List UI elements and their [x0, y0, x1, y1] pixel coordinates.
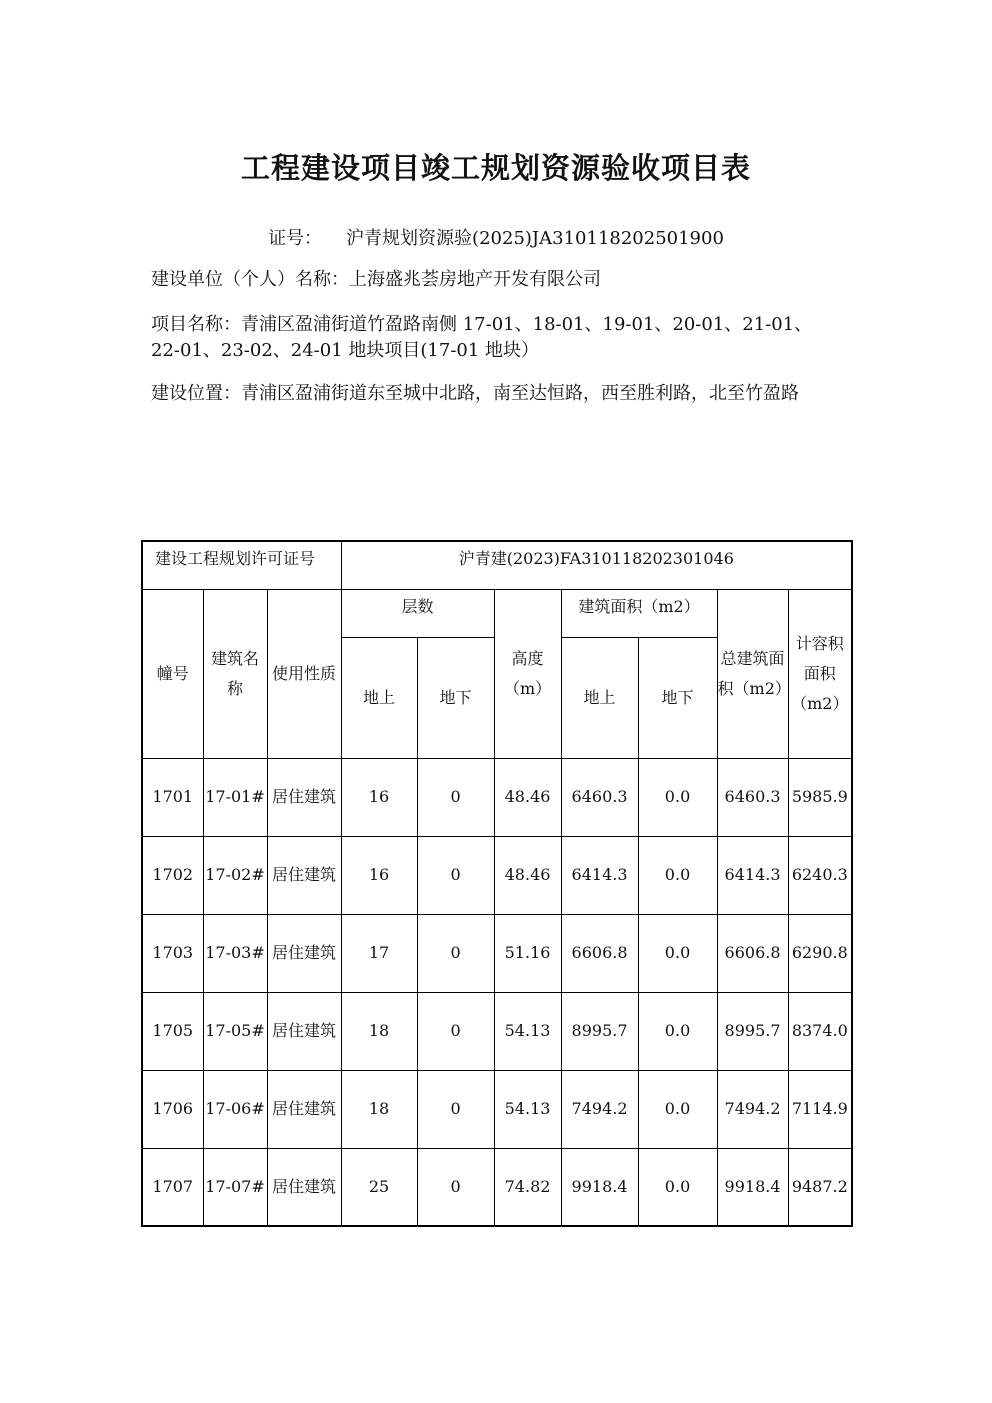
building-no-cell: 1703 [142, 914, 203, 992]
usage-cell: 居住建筑 [267, 992, 341, 1070]
table-row [142, 1148, 852, 1226]
builder-line [151, 267, 841, 293]
far-area-cell: 6240.3 [788, 836, 852, 914]
floors-above-cell: 16 [341, 758, 417, 836]
floors-above-cell: 18 [341, 992, 417, 1070]
building-no-cell: 1705 [142, 992, 203, 1070]
far-area-cell: 5985.9 [788, 758, 852, 836]
building-name-cell: 17-03# [203, 914, 267, 992]
table-row [142, 992, 852, 1070]
header-row-1 [142, 589, 852, 637]
total-area-cell: 6460.3 [717, 758, 788, 836]
height-cell: 54.13 [494, 1070, 561, 1148]
building-no-cell: 1702 [142, 836, 203, 914]
floors-below-cell: 0 [417, 992, 494, 1070]
building-name-cell: 17-01# [203, 758, 267, 836]
usage-cell: 居住建筑 [267, 1148, 341, 1226]
floors-above-cell: 16 [341, 836, 417, 914]
area-below-cell: 0.0 [638, 1148, 717, 1226]
certificate-label: 证号： [268, 228, 323, 249]
floors-below-cell: 0 [417, 1148, 494, 1226]
permit-number: 沪青建(2023)FA310118202301046 [341, 541, 852, 589]
usage-cell: 居住建筑 [267, 1070, 341, 1148]
building-name-cell: 17-02# [203, 836, 267, 914]
building-no-cell: 1707 [142, 1148, 203, 1226]
area-below-cell: 0.0 [638, 914, 717, 992]
far-area-cell: 8374.0 [788, 992, 852, 1070]
area-below-cell: 0.0 [638, 992, 717, 1070]
table-row [142, 836, 852, 914]
area-below-cell: 0.0 [638, 836, 717, 914]
header-far-area: 计容积面积（m2） [788, 589, 852, 758]
header-area-above: 地上 [561, 637, 638, 758]
height-cell: 48.46 [494, 758, 561, 836]
project-label: 项目名称： [151, 314, 241, 335]
building-name-cell: 17-06# [203, 1070, 267, 1148]
area-above-cell: 6460.3 [561, 758, 638, 836]
total-area-cell: 6414.3 [717, 836, 788, 914]
total-area-cell: 8995.7 [717, 992, 788, 1070]
header-floors-below: 地下 [417, 637, 494, 758]
header-height: 高度（m） [494, 589, 561, 758]
usage-cell: 居住建筑 [267, 914, 341, 992]
project-line [151, 312, 841, 364]
certificate-number: 沪青规划资源验(2025)JA310118202501900 [346, 228, 724, 249]
page-title: 工程建设项目竣工规划资源验收项目表 [240, 151, 751, 185]
area-below-cell: 0.0 [638, 1070, 717, 1148]
location-line [151, 381, 841, 407]
floors-above-cell: 18 [341, 1070, 417, 1148]
table-row [142, 914, 852, 992]
location-value: 青浦区盈浦街道东至城中北路，南至达恒路，西至胜利路，北至竹盈路 [241, 383, 799, 404]
floors-above-cell: 25 [341, 1148, 417, 1226]
area-above-cell: 6606.8 [561, 914, 638, 992]
building-no-cell: 1706 [142, 1070, 203, 1148]
header-usage: 使用性质 [267, 589, 341, 758]
floors-below-cell: 0 [417, 1070, 494, 1148]
header-total-area: 总建筑面积（m2） [717, 589, 788, 758]
area-above-cell: 7494.2 [561, 1070, 638, 1148]
usage-cell: 居住建筑 [267, 836, 341, 914]
header-building-no: 幢号 [142, 589, 203, 758]
certificate-line [0, 224, 992, 250]
project-value: 青浦区盈浦街道竹盈路南侧 17-01、18-01、19-01、20-01、21-01、22-01、23-02、24-01 地块项目(17-01 地块） [151, 314, 813, 361]
floors-below-cell: 0 [417, 914, 494, 992]
height-cell: 54.13 [494, 992, 561, 1070]
area-below-cell: 0.0 [638, 758, 717, 836]
permit-label: 建设工程规划许可证号 [142, 541, 341, 589]
height-cell: 51.16 [494, 914, 561, 992]
building-no-cell: 1701 [142, 758, 203, 836]
area-above-cell: 8995.7 [561, 992, 638, 1070]
far-area-cell: 6290.8 [788, 914, 852, 992]
header-area: 建筑面积（m2） [561, 589, 717, 637]
header-floors-above: 地上 [341, 637, 417, 758]
total-area-cell: 7494.2 [717, 1070, 788, 1148]
table-row [142, 758, 852, 836]
total-area-cell: 6606.8 [717, 914, 788, 992]
builder-value: 上海盛兆荟房地产开发有限公司 [349, 269, 601, 290]
permit-row [142, 541, 852, 589]
total-area-cell: 9918.4 [717, 1148, 788, 1226]
acceptance-table [141, 540, 853, 1227]
building-name-cell: 17-05# [203, 992, 267, 1070]
height-cell: 48.46 [494, 836, 561, 914]
builder-label: 建设单位（个人）名称： [151, 269, 349, 290]
usage-cell: 居住建筑 [267, 758, 341, 836]
height-cell: 74.82 [494, 1148, 561, 1226]
far-area-cell: 9487.2 [788, 1148, 852, 1226]
header-floors: 层数 [341, 589, 494, 637]
header-building-name: 建筑名称 [203, 589, 267, 758]
floors-above-cell: 17 [341, 914, 417, 992]
location-label: 建设位置： [151, 383, 241, 404]
area-above-cell: 6414.3 [561, 836, 638, 914]
header-area-below: 地下 [638, 637, 717, 758]
floors-below-cell: 0 [417, 758, 494, 836]
area-above-cell: 9918.4 [561, 1148, 638, 1226]
building-name-cell: 17-07# [203, 1148, 267, 1226]
floors-below-cell: 0 [417, 836, 494, 914]
table-row [142, 1070, 852, 1148]
far-area-cell: 7114.9 [788, 1070, 852, 1148]
